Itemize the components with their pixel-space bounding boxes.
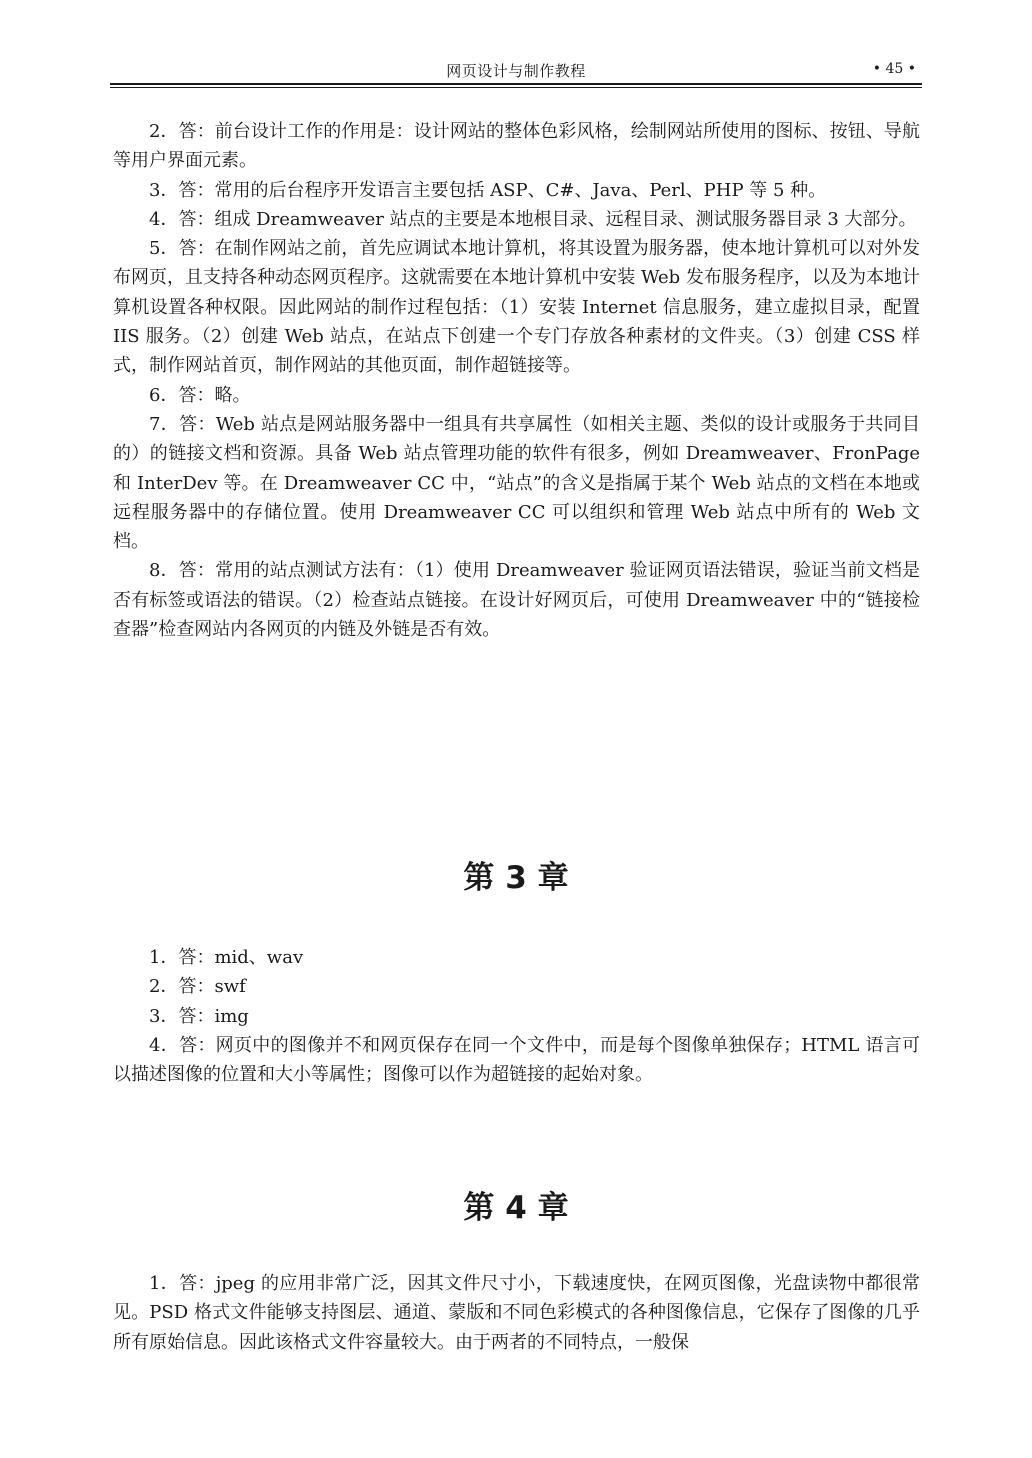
header-rule-thin [110, 87, 922, 88]
answer-paragraph: 3．答：img [149, 1005, 249, 1027]
answer-paragraph: 5．答：在制作网站之前，首先应调试本地计算机，将其设置为服务器，使本地计算机可以对外发布网页，且支持各种动态网页程序。这就需要在本地计算机中安装 Web 发布服务程序，以及为本地计算机设置各种权限。因此网站的制作过程包括：（1）安装 Internet 信息服务，建立虚拟目录，配置 IIS 服务。（2）创建 Web 站点，在站点下创建一个专门存放各种素材的文件夹。（3）创建 CSS 样式，制作网站首页，制作网站的其他页面，制作超链接等。 [113, 238, 920, 377]
page-number: • 45 • [872, 61, 916, 77]
answer-paragraph: 3．答：常用的后台程序开发语言主要包括 ASP、C#、Java、Perl、PHP 等 5 种。 [149, 179, 827, 201]
chapter3-answers [113, 943, 920, 1089]
header-title: 网页设计与制作教程 [446, 62, 586, 80]
header-rule-thick [110, 83, 922, 85]
answer-paragraph: 8．答：常用的站点测试方法有：（1）使用 Dreamweaver 验证网页语法错误，验证当前文档是否有标签或语法的错误。（2）检查站点链接。在设计好网页后，可使用 Dreamweaver 中的“链接检查器”检查网站内各网页的内链及外链是否有效。 [113, 560, 920, 641]
chapter-3-heading: 第 3 章 [463, 860, 569, 896]
section1-answers [113, 117, 920, 644]
answer-paragraph: 2．答：swf [149, 976, 246, 998]
running-header [110, 58, 922, 84]
answer-paragraph: 2．答：前台设计工作的作用是：设计网站的整体色彩风格，绘制网站所使用的图标、按钮、导航等用户界面元素。 [113, 121, 920, 172]
answer-paragraph: 4．答：网页中的图像并不和网页保存在同一个文件中，而是每个图像单独保存；HTML 语言可以描述图像的位置和大小等属性；图像可以作为超链接的起始对象。 [113, 1034, 920, 1086]
answer-paragraph: 4．答：组成 Dreamweaver 站点的主要是本地根目录、远程目录、测试服务器目录 3 大部分。 [149, 208, 917, 230]
chapter4-answers [113, 1269, 920, 1357]
answer-paragraph: 7．答：Web 站点是网站服务器中一组具有共享属性（如相关主题、类似的设计或服务于共同目的）的链接文档和资源。具备 Web 站点管理功能的软件有很多，例如 Dreamweaver、FronPage 和 InterDev 等。在 Dreamweaver CC 中，“站点”的含义是指属于某个 Web 站点的文档在本地或远程服务器中的存储位置。使用 Dreamweaver CC 可以组织和管理 Web 站点中所有的 Web 文档。 [113, 413, 920, 553]
answer-paragraph: 6．答：略。 [149, 384, 251, 406]
answer-paragraph: 1．答：mid、wav [149, 947, 304, 968]
answer-paragraph: 1．答：jpeg 的应用非常广泛，因其文件尺寸小，下载速度快，在网页图像，光盘读物中都很常见。PSD 格式文件能够支持图层、通道、蒙版和不同色彩模式的各种图像信息，它保存了图像的几乎所有原始信息。因此该格式文件容量较大。由于两者的不同特点，一般保 [113, 1273, 920, 1353]
chapter-4-heading: 第 4 章 [463, 1190, 569, 1226]
